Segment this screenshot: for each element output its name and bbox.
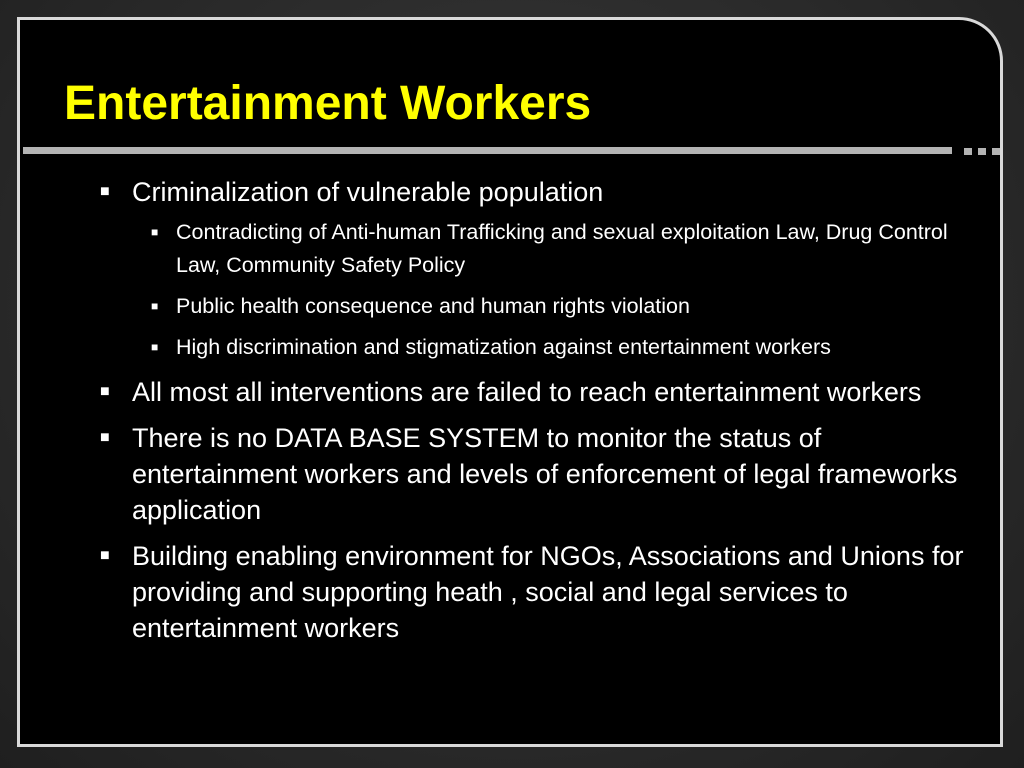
slide-frame xyxy=(17,17,1003,747)
sub-bullet-item xyxy=(132,290,975,323)
bullet-text: There is no DATA BASE SYSTEM to monitor the status of entertainment workers and levels of enforcement of legal frameworks application xyxy=(132,423,958,525)
square-bullet-icon: ■ xyxy=(100,383,110,400)
bullet-text: All most all interventions are failed to reach entertainment workers xyxy=(132,377,922,407)
title-divider xyxy=(23,147,952,154)
square-bullet-icon: ■ xyxy=(100,547,110,564)
divider-dot xyxy=(978,148,986,155)
bullet-text: Criminalization of vulnerable population xyxy=(132,177,604,207)
square-bullet-icon: ■ xyxy=(151,340,159,354)
divider-dots xyxy=(964,148,1000,155)
bullet-text: Building enabling environment for NGOs, Associations and Unions for providing and supporting heath , social and legal services to entertainment workers xyxy=(132,541,964,643)
sub-bullet-item xyxy=(132,331,975,364)
bullet-list xyxy=(95,174,975,656)
square-bullet-icon: ■ xyxy=(151,299,159,313)
sub-bullet-list xyxy=(132,216,975,364)
sub-bullet-text: High discrimination and stigmatization against entertainment workers xyxy=(176,335,831,359)
bullet-item xyxy=(95,420,975,528)
square-bullet-icon: ■ xyxy=(151,225,159,239)
divider-dot xyxy=(964,148,972,155)
bullet-item xyxy=(95,538,975,646)
sub-bullet-text: Contradicting of Anti-human Trafficking and sexual exploitation Law, Drug Control Law, Community Safety Policy xyxy=(176,220,948,277)
divider-dot xyxy=(992,148,1000,155)
bullet-item xyxy=(95,374,975,410)
square-bullet-icon: ■ xyxy=(100,429,110,446)
square-bullet-icon: ■ xyxy=(100,183,110,200)
bullet-item xyxy=(95,174,975,364)
sub-bullet-item xyxy=(132,216,975,282)
sub-bullet-text: Public health consequence and human rights violation xyxy=(176,294,690,318)
slide-title: Entertainment Workers xyxy=(64,77,592,130)
